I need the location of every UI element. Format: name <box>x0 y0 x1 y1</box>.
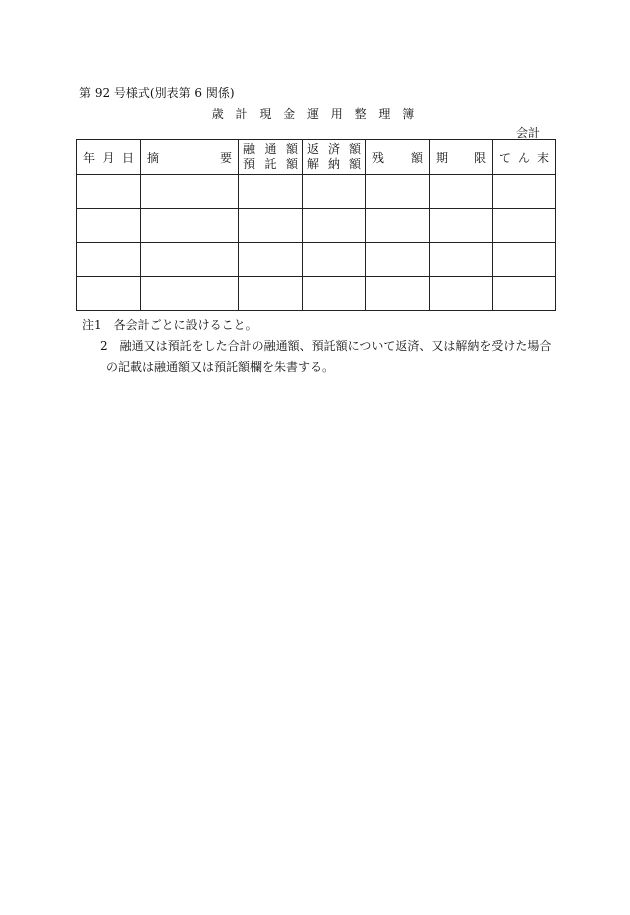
column-header-text: 解 納 額 <box>307 157 361 171</box>
note-2-continuation: の記載は融通額又は預託額欄を朱書する。 <box>106 360 335 374</box>
table-cell <box>366 209 430 243</box>
table-cell <box>239 175 303 209</box>
column-header-text: て <box>499 150 512 165</box>
table-cell <box>77 209 141 243</box>
note-2: 2 融通又は預託をした合計の融通額、預託額について返済、又は解納を受けた場合 <box>100 339 552 353</box>
table-row <box>77 277 556 311</box>
page-title: 歳 計 現 金 運 用 整 理 簿 <box>211 107 419 121</box>
table-cell <box>77 175 141 209</box>
column-header-details <box>493 140 556 175</box>
column-header-text: 末 <box>536 150 549 165</box>
table-cell <box>303 277 366 311</box>
column-header-text: 摘 <box>147 150 160 165</box>
column-header-repayment <box>303 140 366 175</box>
account-label: 会計 <box>515 126 540 140</box>
table-cell <box>239 243 303 277</box>
table-cell <box>141 175 239 209</box>
column-header-text: 限 <box>473 150 486 165</box>
column-header-text: 額 <box>410 150 423 165</box>
table-cell <box>493 175 556 209</box>
column-header-text: 日 <box>121 150 134 165</box>
column-header-text: 預 託 額 <box>243 157 298 171</box>
table-cell <box>493 277 556 311</box>
column-header-date <box>77 140 141 175</box>
column-header-text: 返 済 額 <box>307 142 361 156</box>
table-cell <box>430 209 493 243</box>
table-cell <box>430 243 493 277</box>
table-row <box>77 175 556 209</box>
table-cell <box>141 277 239 311</box>
table-cell <box>239 209 303 243</box>
table-cell <box>430 277 493 311</box>
table-cell <box>77 277 141 311</box>
table-cell <box>141 243 239 277</box>
table-cell <box>366 277 430 311</box>
table-cell <box>303 175 366 209</box>
column-header-text: ん <box>517 150 530 165</box>
table-cell <box>366 243 430 277</box>
ledger-table <box>76 139 556 311</box>
table-cell <box>493 209 556 243</box>
table-cell <box>77 243 141 277</box>
column-header-balance <box>366 140 430 175</box>
column-header-text: 要 <box>219 150 232 165</box>
column-header-text: 年 <box>83 150 96 165</box>
table-cell <box>430 175 493 209</box>
column-header-text: 融 通 額 <box>243 142 298 156</box>
table-cell <box>493 243 556 277</box>
table-row <box>77 209 556 243</box>
column-header-text: 月 <box>102 150 115 165</box>
form-number: 第 92 号様式(別表第 6 関係) <box>79 86 235 100</box>
table-cell <box>303 209 366 243</box>
table-cell <box>303 243 366 277</box>
column-header-text: 期 <box>436 150 449 165</box>
table-header-row <box>77 140 556 175</box>
table-cell <box>141 209 239 243</box>
notes <box>82 315 562 378</box>
table-cell <box>366 175 430 209</box>
table-cell <box>239 277 303 311</box>
table-row <box>77 243 556 277</box>
column-header-summary <box>141 140 239 175</box>
column-header-term <box>430 140 493 175</box>
note-1: 注1 各会計ごとに設けること。 <box>82 318 258 332</box>
column-header-loan-deposit <box>239 140 303 175</box>
column-header-text: 残 <box>372 150 385 165</box>
